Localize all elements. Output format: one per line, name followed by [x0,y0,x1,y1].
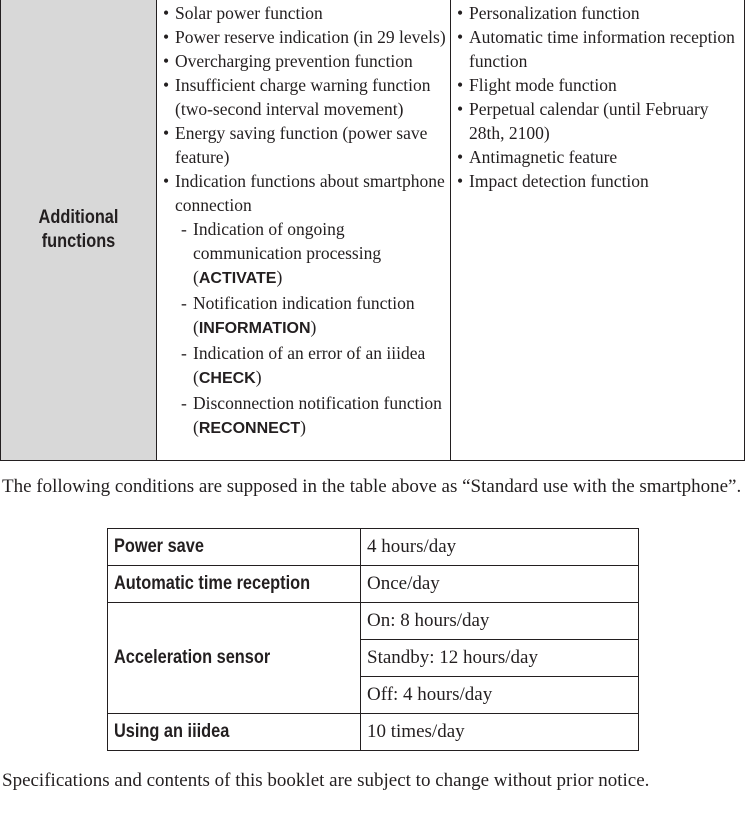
standard-use-conditions-table [107,528,639,751]
function-item: • Perpetual calendar (until February 28th, 2100) [451,97,744,145]
condition-label: Power save [114,536,204,557]
sub-function-keyword: INFORMATION [198,320,311,337]
function-item: • Flight mode function [451,73,744,97]
condition-label: Automatic time reception [114,573,311,594]
table-row [108,529,639,566]
condition-value: Off: 4 hours/day [361,677,639,714]
condition-value: Once/day [361,566,639,603]
additional-functions-label-cell [1,0,157,461]
sub-function-item: - Indication of an error of an iiidea (CHECK) [175,341,450,391]
function-item: • Personalization function [451,1,744,25]
condition-label-cell [108,566,361,603]
sub-function-keyword: RECONNECT [198,420,301,437]
table-row [108,566,639,603]
standard-use-note: The following conditions are supposed in the table above as “Standard use with the smartphone”. [2,476,742,497]
condition-label: Acceleration sensor [114,647,271,668]
sub-function-item: - Indication of ongoing communication processing (ACTIVATE) [175,217,450,291]
smartphone-indication-sublist [175,217,450,441]
condition-label: Using an iiidea [114,721,230,742]
sub-function-text: Disconnection notification function [193,393,442,413]
function-item: • Impact detection function [451,169,744,193]
change-notice: Specifications and contents of this booklet are subject to change without prior notice. [2,770,650,791]
sub-function-text: Indication of ongoing communication processing [193,219,382,263]
functions-list-right [451,0,744,193]
function-item-text: Indication functions about smartphone connection [175,171,445,215]
sub-function-text: Notification indication function [193,293,415,313]
function-item: • Energy saving function (power save feature) [157,121,450,169]
condition-label-cell [108,603,361,714]
function-item: • Solar power function [157,1,450,25]
sub-function-item: - Notification indication function (INFORMATION) [175,291,450,341]
sub-function-keyword: ACTIVATE [198,270,277,287]
sub-function-keyword: CHECK [198,370,256,387]
sub-function-item: - Disconnection notification function (RECONNECT) [175,391,450,441]
function-item: • Automatic time information reception function [451,25,744,73]
condition-value: 10 times/day [361,714,639,751]
functions-list-left [157,0,450,441]
function-item: • Overcharging prevention function [157,49,450,73]
function-item: • Antimagnetic feature [451,145,744,169]
condition-value: On: 8 hours/day [361,603,639,640]
condition-label-cell [108,529,361,566]
condition-value: Standby: 12 hours/day [361,640,639,677]
functions-column-left [157,0,451,461]
table-row [108,603,639,640]
condition-label-cell [108,714,361,751]
sub-function-text: Indication of an error of an iiidea [193,343,426,363]
function-item-smartphone [157,169,450,441]
functions-column-right [451,0,745,461]
table-row [108,714,639,751]
condition-value: 4 hours/day [361,529,639,566]
function-item: • Insufficient charge warning function (two-second interval movement) [157,73,450,121]
function-item: • Power reserve indication (in 29 levels) [157,25,450,49]
additional-functions-label: Additional functions [38,206,119,252]
